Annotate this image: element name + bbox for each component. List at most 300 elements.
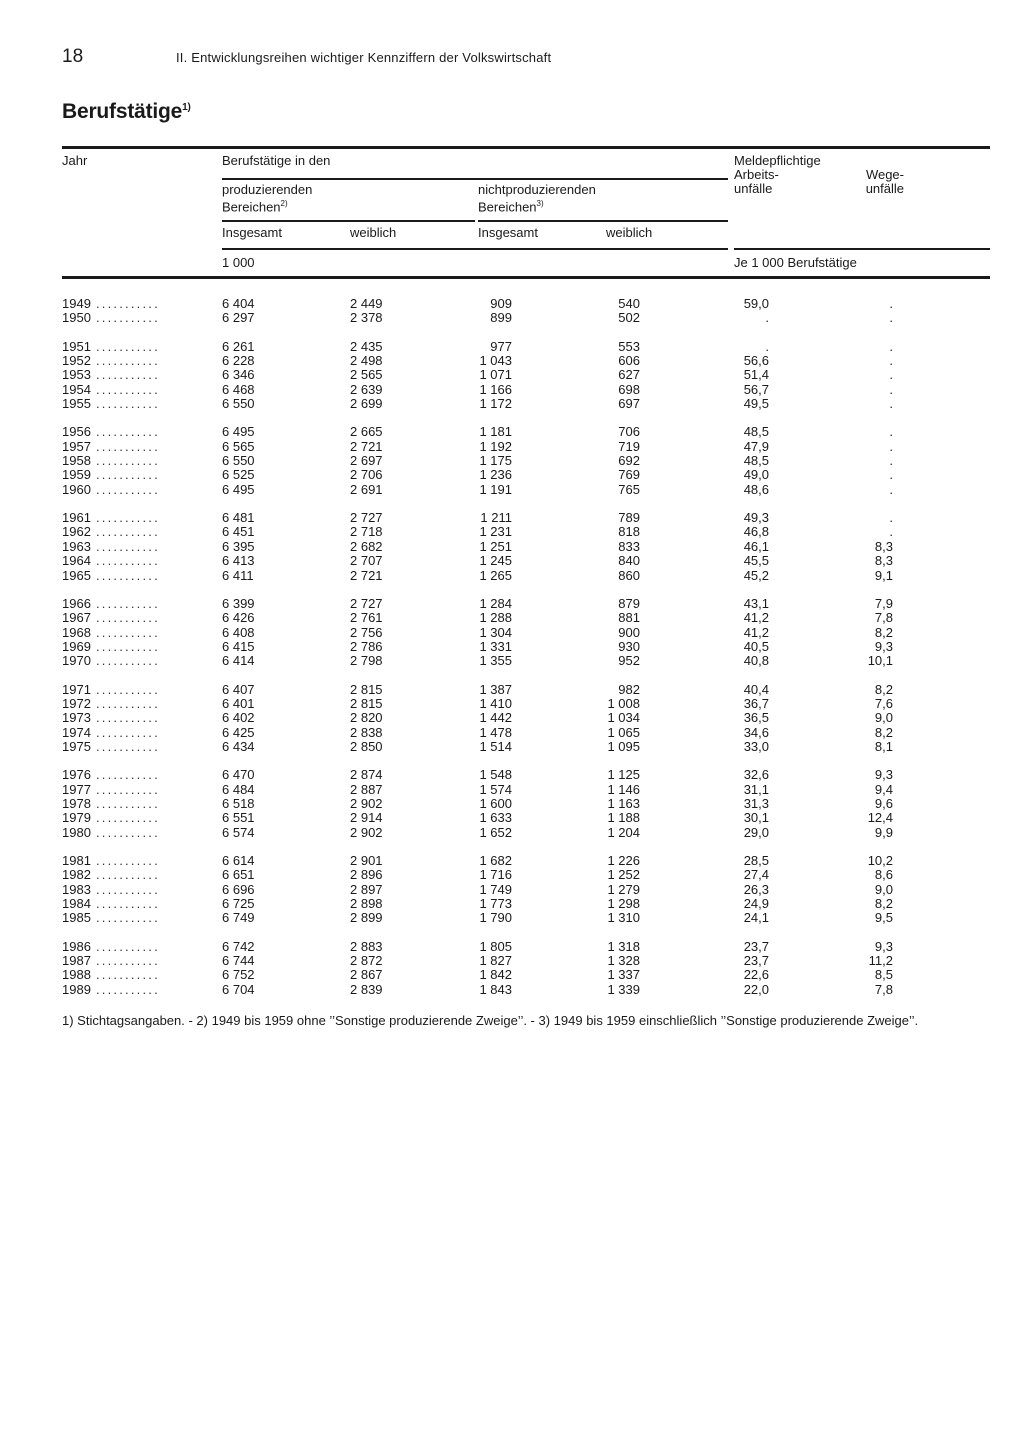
header-work-accidents <box>734 168 779 196</box>
leader-dots: ........... <box>96 867 160 883</box>
leader-dots: ........... <box>96 438 160 454</box>
cell-year: 1964 <box>62 553 91 569</box>
leader-dots: ........... <box>96 710 160 726</box>
cell-nonprod-female: 1 298 <box>607 896 640 912</box>
cell-commute-accidents: 10,2 <box>867 853 893 868</box>
cell-commute-accidents: 8,3 <box>874 553 893 569</box>
leader-dots: ........... <box>96 767 160 783</box>
cell-prod-female: 2 727 <box>350 595 383 611</box>
cell-commute-accidents: 8,2 <box>874 724 893 740</box>
header-total-prod: Insgesamt <box>222 225 282 240</box>
cell-prod-total: 6 725 <box>222 896 255 912</box>
leader-dots: ........... <box>96 738 160 754</box>
cell-prod-female: 2 867 <box>350 967 383 983</box>
leader-dots: ........... <box>96 510 160 526</box>
cell-work-accidents: 49,3 <box>743 510 769 526</box>
cell-commute-accidents: 10,1 <box>867 653 893 669</box>
unit-rule-left <box>222 248 728 250</box>
leader-dots: ........... <box>96 381 160 397</box>
cell-work-accidents: 56,6 <box>743 353 769 369</box>
table-row <box>0 740 1024 754</box>
unit-rule-right <box>734 248 990 250</box>
cell-nonprod-total: 1 633 <box>479 810 512 826</box>
cell-prod-total: 6 451 <box>222 524 255 540</box>
cell-commute-accidents: 9,3 <box>874 938 893 954</box>
cell-prod-total: 6 297 <box>222 310 255 326</box>
cell-commute-accidents: 9,0 <box>874 881 893 897</box>
cell-nonprod-female: 1 095 <box>607 738 640 754</box>
cell-prod-total: 6 407 <box>222 681 255 697</box>
year-group <box>0 683 1024 755</box>
cell-work-accidents: 45,2 <box>743 567 769 583</box>
header-bottom-rule <box>62 276 990 279</box>
table-row <box>0 826 1024 840</box>
cell-commute-accidents: 8,2 <box>874 624 893 640</box>
cell-nonprod-total: 1 805 <box>479 938 512 954</box>
header-commute-accidents <box>866 168 904 196</box>
cell-commute-accidents: 8,1 <box>874 738 893 754</box>
cell-work-accidents: 46,1 <box>743 538 769 554</box>
leader-dots: ........... <box>96 396 160 412</box>
cell-commute-accidents: 11,2 <box>868 953 893 969</box>
year-group <box>0 940 1024 997</box>
cell-year: 1977 <box>62 781 91 797</box>
cell-year: 1952 <box>62 353 91 369</box>
cell-commute-accidents: 7,8 <box>874 981 893 997</box>
cell-prod-female: 2 697 <box>350 453 383 469</box>
cell-nonprod-female: 606 <box>618 353 640 369</box>
cell-nonprod-total: 1 574 <box>479 781 512 797</box>
table-row <box>0 297 1024 311</box>
cell-prod-female: 2 639 <box>350 381 383 397</box>
cell-prod-female: 2 449 <box>350 296 383 311</box>
cell-work-accidents: 22,0 <box>743 981 769 997</box>
cell-commute-accidents: . <box>889 467 893 483</box>
cell-prod-total: 6 574 <box>222 824 255 840</box>
cell-prod-total: 6 468 <box>222 381 255 397</box>
header-prod-note: 2) <box>280 199 288 208</box>
cell-nonprod-total: 1 843 <box>479 981 512 997</box>
cell-work-accidents: 49,5 <box>743 396 769 412</box>
cell-prod-total: 6 481 <box>222 510 255 526</box>
cell-nonprod-total: 1 071 <box>479 367 512 383</box>
leader-dots: ........... <box>96 338 160 354</box>
table-row <box>0 811 1024 825</box>
leader-dots: ........... <box>96 353 160 369</box>
cell-work-accidents: 56,7 <box>743 381 769 397</box>
cell-work-accidents: 31,3 <box>743 795 769 811</box>
cell-work-accidents: 40,8 <box>743 653 769 669</box>
cell-prod-female: 2 898 <box>350 896 383 912</box>
leader-dots: ........... <box>96 310 160 326</box>
table-row <box>0 640 1024 654</box>
cell-prod-total: 6 565 <box>222 438 255 454</box>
cell-prod-female: 2 682 <box>350 538 383 554</box>
table-row <box>0 968 1024 982</box>
header-commute-acc-line2: unfälle <box>865 181 904 196</box>
cell-year: 1972 <box>62 695 91 711</box>
leader-dots: ........... <box>96 681 160 697</box>
cell-commute-accidents: 9,1 <box>874 567 893 583</box>
cell-nonprod-female: 1 279 <box>607 881 640 897</box>
cell-year: 1975 <box>62 738 91 754</box>
cell-work-accidents: 45,5 <box>743 553 769 569</box>
subgroup-rule-nonprod <box>478 220 728 222</box>
cell-commute-accidents: . <box>889 353 893 369</box>
cell-nonprod-total: 1 478 <box>479 724 512 740</box>
cell-nonprod-female: 765 <box>618 481 640 497</box>
cell-nonprod-total: 1 211 <box>480 510 512 526</box>
cell-nonprod-total: 1 251 <box>479 538 512 554</box>
cell-commute-accidents: 9,6 <box>874 795 893 811</box>
cell-year: 1960 <box>62 481 91 497</box>
cell-nonprod-female: 1 125 <box>607 767 640 783</box>
cell-work-accidents: . <box>765 310 769 326</box>
year-group <box>0 768 1024 840</box>
header-female-prod: weiblich <box>350 225 397 240</box>
year-group <box>0 597 1024 669</box>
cell-commute-accidents: 9,9 <box>874 824 893 840</box>
cell-nonprod-female: 1 204 <box>607 824 640 840</box>
cell-commute-accidents: . <box>889 296 893 311</box>
cell-prod-total: 6 228 <box>222 353 255 369</box>
table-row <box>0 611 1024 625</box>
cell-prod-total: 6 742 <box>222 938 255 954</box>
cell-prod-female: 2 721 <box>350 438 383 454</box>
cell-nonprod-female: 1 337 <box>607 967 640 983</box>
cell-nonprod-total: 1 827 <box>479 953 512 969</box>
cell-nonprod-total: 1 442 <box>479 710 512 726</box>
cell-year: 1967 <box>62 610 91 626</box>
cell-nonprod-female: 769 <box>618 467 640 483</box>
cell-prod-female: 2 899 <box>350 910 383 926</box>
leader-dots: ........... <box>96 624 160 640</box>
cell-prod-total: 6 495 <box>222 481 255 497</box>
cell-prod-female: 2 897 <box>350 881 383 897</box>
table-row <box>0 726 1024 740</box>
cell-prod-total: 6 495 <box>222 424 255 440</box>
cell-year: 1985 <box>62 910 91 926</box>
cell-nonprod-female: 818 <box>618 524 640 540</box>
table-row <box>0 597 1024 611</box>
cell-nonprod-total: 899 <box>490 310 512 326</box>
cell-commute-accidents: . <box>889 453 893 469</box>
table-row <box>0 340 1024 354</box>
leader-dots: ........... <box>96 695 160 711</box>
cell-work-accidents: 23,7 <box>743 953 769 969</box>
cell-year: 1959 <box>62 467 91 483</box>
header-year: Jahr <box>62 153 88 168</box>
cell-work-accidents: 51,4 <box>743 367 769 383</box>
cell-nonprod-total: 1 231 <box>479 524 512 540</box>
cell-prod-total: 6 484 <box>222 781 255 797</box>
table-row <box>0 697 1024 711</box>
table-row <box>0 397 1024 411</box>
leader-dots: ........... <box>96 481 160 497</box>
cell-nonprod-total: 1 172 <box>479 396 512 412</box>
page-title <box>62 100 191 124</box>
cell-nonprod-female: 1 008 <box>607 695 640 711</box>
leader-dots: ........... <box>96 524 160 540</box>
cell-prod-female: 2 498 <box>350 353 383 369</box>
cell-prod-female: 2 707 <box>350 553 383 569</box>
cell-commute-accidents: 8,2 <box>874 896 893 912</box>
title-text: Berufstätige <box>62 100 183 123</box>
cell-year: 1958 <box>62 453 91 469</box>
cell-prod-total: 6 411 <box>222 567 254 583</box>
cell-commute-accidents: 12,4 <box>867 810 893 826</box>
header-prod <box>222 183 312 214</box>
cell-work-accidents: 34,6 <box>743 724 769 740</box>
table-row <box>0 711 1024 725</box>
cell-nonprod-total: 909 <box>490 296 512 311</box>
cell-prod-female: 2 378 <box>350 310 383 326</box>
cell-prod-female: 2 883 <box>350 938 383 954</box>
table-top-rule <box>62 146 990 149</box>
cell-nonprod-total: 1 304 <box>479 624 512 640</box>
cell-nonprod-total: 1 236 <box>479 467 512 483</box>
cell-prod-total: 6 402 <box>222 710 255 726</box>
leader-dots: ........... <box>96 453 160 469</box>
leader-dots: ........... <box>96 896 160 912</box>
cell-prod-female: 2 887 <box>350 781 383 797</box>
cell-commute-accidents: . <box>889 524 893 540</box>
cell-year: 1966 <box>62 595 91 611</box>
cell-prod-female: 2 756 <box>350 624 383 640</box>
leader-dots: ........... <box>96 567 160 583</box>
cell-work-accidents: 31,1 <box>743 781 769 797</box>
cell-nonprod-female: 1 310 <box>607 910 640 926</box>
cell-commute-accidents: . <box>889 481 893 497</box>
table-row <box>0 468 1024 482</box>
leader-dots: ........... <box>96 981 160 997</box>
table-row <box>0 983 1024 997</box>
cell-work-accidents: 48,5 <box>743 424 769 440</box>
cell-nonprod-total: 1 181 <box>479 424 512 440</box>
cell-commute-accidents: 9,3 <box>874 638 893 654</box>
cell-nonprod-female: 840 <box>618 553 640 569</box>
cell-nonprod-female: 1 034 <box>607 710 640 726</box>
table-row <box>0 783 1024 797</box>
cell-year: 1974 <box>62 724 91 740</box>
cell-nonprod-female: 881 <box>618 610 640 626</box>
cell-prod-female: 2 786 <box>350 638 383 654</box>
cell-year: 1969 <box>62 638 91 654</box>
year-group <box>0 854 1024 926</box>
cell-nonprod-total: 1 548 <box>479 767 512 783</box>
cell-year: 1953 <box>62 367 91 383</box>
cell-nonprod-total: 1 191 <box>479 481 512 497</box>
cell-nonprod-total: 1 265 <box>479 567 512 583</box>
table-row <box>0 525 1024 539</box>
cell-prod-total: 6 752 <box>222 967 255 983</box>
cell-prod-female: 2 815 <box>350 681 383 697</box>
cell-nonprod-female: 789 <box>618 510 640 526</box>
cell-work-accidents: 47,9 <box>743 438 769 454</box>
cell-work-accidents: 40,5 <box>743 638 769 654</box>
cell-year: 1949 <box>62 296 91 311</box>
cell-year: 1954 <box>62 381 91 397</box>
cell-nonprod-total: 1 284 <box>479 595 512 611</box>
cell-prod-total: 6 525 <box>222 467 255 483</box>
cell-nonprod-total: 1 192 <box>479 438 512 454</box>
cell-prod-female: 2 820 <box>350 710 383 726</box>
cell-commute-accidents: 8,3 <box>874 538 893 554</box>
header-work-acc-line1: Arbeits- <box>734 167 779 182</box>
cell-work-accidents: 23,7 <box>743 938 769 954</box>
leader-dots: ........... <box>96 853 160 868</box>
cell-prod-total: 6 413 <box>222 553 255 569</box>
cell-nonprod-female: 900 <box>618 624 640 640</box>
cell-nonprod-total: 1 043 <box>479 353 512 369</box>
cell-prod-female: 2 896 <box>350 867 383 883</box>
cell-commute-accidents: 7,9 <box>874 595 893 611</box>
cell-nonprod-female: 698 <box>618 381 640 397</box>
cell-year: 1987 <box>62 953 91 969</box>
cell-year: 1989 <box>62 981 91 997</box>
cell-commute-accidents: . <box>889 396 893 412</box>
cell-prod-female: 2 761 <box>350 610 383 626</box>
table-row <box>0 383 1024 397</box>
cell-prod-female: 2 902 <box>350 824 383 840</box>
cell-prod-total: 6 426 <box>222 610 255 626</box>
cell-year: 1968 <box>62 624 91 640</box>
cell-prod-female: 2 872 <box>350 953 383 969</box>
cell-work-accidents: 32,6 <box>743 767 769 783</box>
cell-nonprod-female: 1 163 <box>607 795 640 811</box>
cell-prod-female: 2 699 <box>350 396 383 412</box>
cell-prod-total: 6 518 <box>222 795 255 811</box>
cell-nonprod-female: 697 <box>618 396 640 412</box>
table-row <box>0 569 1024 583</box>
cell-nonprod-female: 706 <box>618 424 640 440</box>
cell-nonprod-total: 977 <box>490 338 512 354</box>
year-group <box>0 425 1024 497</box>
leader-dots: ........... <box>96 367 160 383</box>
cell-nonprod-female: 1 188 <box>607 810 640 826</box>
table-row <box>0 797 1024 811</box>
cell-prod-total: 6 346 <box>222 367 255 383</box>
cell-prod-female: 2 901 <box>350 853 383 868</box>
cell-work-accidents: 46,8 <box>743 524 769 540</box>
cell-commute-accidents: 9,3 <box>874 767 893 783</box>
cell-nonprod-total: 1 514 <box>479 738 512 754</box>
cell-prod-female: 2 839 <box>350 981 383 997</box>
cell-work-accidents: 30,1 <box>743 810 769 826</box>
cell-work-accidents: 41,2 <box>743 610 769 626</box>
cell-work-accidents: . <box>765 338 769 354</box>
cell-prod-total: 6 401 <box>222 695 255 711</box>
header-commute-acc-line1: Wege- <box>865 167 904 182</box>
table-row <box>0 540 1024 554</box>
table-row <box>0 883 1024 897</box>
cell-work-accidents: 40,4 <box>743 681 769 697</box>
table-row <box>0 683 1024 697</box>
cell-year: 1965 <box>62 567 91 583</box>
cell-prod-female: 2 815 <box>350 695 383 711</box>
cell-year: 1962 <box>62 524 91 540</box>
table-row <box>0 368 1024 382</box>
cell-commute-accidents: 8,5 <box>874 967 893 983</box>
cell-work-accidents: 26,3 <box>743 881 769 897</box>
cell-commute-accidents: . <box>889 424 893 440</box>
cell-nonprod-total: 1 716 <box>479 867 512 883</box>
cell-work-accidents: 22,6 <box>743 967 769 983</box>
cell-work-accidents: 43,1 <box>743 595 769 611</box>
cell-nonprod-total: 1 245 <box>479 553 512 569</box>
cell-work-accidents: 24,9 <box>743 896 769 912</box>
cell-prod-female: 2 798 <box>350 653 383 669</box>
cell-commute-accidents: . <box>889 438 893 454</box>
leader-dots: ........... <box>96 953 160 969</box>
cell-nonprod-female: 860 <box>618 567 640 583</box>
cell-commute-accidents: 9,0 <box>874 710 893 726</box>
group-rule-left <box>222 178 728 180</box>
cell-prod-total: 6 408 <box>222 624 255 640</box>
cell-year: 1971 <box>62 681 91 697</box>
cell-nonprod-total: 1 749 <box>479 881 512 897</box>
leader-dots: ........... <box>96 910 160 926</box>
header-female-nonprod: weiblich <box>606 225 653 240</box>
cell-nonprod-female: 540 <box>618 296 640 311</box>
table-row <box>0 897 1024 911</box>
table-row <box>0 868 1024 882</box>
cell-prod-total: 6 434 <box>222 738 255 754</box>
leader-dots: ........... <box>96 553 160 569</box>
cell-nonprod-female: 502 <box>618 310 640 326</box>
table-row <box>0 911 1024 925</box>
table-body <box>0 297 1024 1011</box>
cell-year: 1956 <box>62 424 91 440</box>
cell-commute-accidents: . <box>889 338 893 354</box>
cell-year: 1982 <box>62 867 91 883</box>
cell-nonprod-total: 1 842 <box>479 967 512 983</box>
table-row <box>0 768 1024 782</box>
table-row <box>0 654 1024 668</box>
cell-commute-accidents: . <box>889 381 893 397</box>
cell-nonprod-female: 1 328 <box>607 953 640 969</box>
cell-year: 1984 <box>62 896 91 912</box>
cell-nonprod-total: 1 773 <box>479 896 512 912</box>
cell-year: 1970 <box>62 653 91 669</box>
leader-dots: ........... <box>96 595 160 611</box>
subgroup-rule-prod <box>222 220 475 222</box>
table-row <box>0 425 1024 439</box>
cell-prod-total: 6 414 <box>222 653 255 669</box>
cell-prod-total: 6 425 <box>222 724 255 740</box>
cell-nonprod-female: 1 339 <box>607 981 640 997</box>
cell-prod-total: 6 415 <box>222 638 255 654</box>
cell-nonprod-female: 719 <box>618 438 640 454</box>
cell-prod-female: 2 902 <box>350 795 383 811</box>
leader-dots: ........... <box>96 610 160 626</box>
cell-nonprod-female: 879 <box>618 595 640 611</box>
cell-nonprod-total: 1 355 <box>479 653 512 669</box>
cell-nonprod-total: 1 331 <box>479 638 512 654</box>
cell-year: 1986 <box>62 938 91 954</box>
header-group: Berufstätige in den <box>222 153 331 168</box>
header-nonprod-line2: Bereichen <box>478 199 537 215</box>
header-nonprod-note: 3) <box>536 199 544 208</box>
cell-nonprod-female: 1 065 <box>607 724 640 740</box>
cell-year: 1957 <box>62 438 91 454</box>
cell-nonprod-total: 1 790 <box>479 910 512 926</box>
cell-prod-total: 6 614 <box>222 853 255 868</box>
cell-year: 1961 <box>62 510 91 526</box>
leader-dots: ........... <box>96 296 160 311</box>
cell-prod-female: 2 727 <box>350 510 383 526</box>
cell-nonprod-female: 692 <box>618 453 640 469</box>
